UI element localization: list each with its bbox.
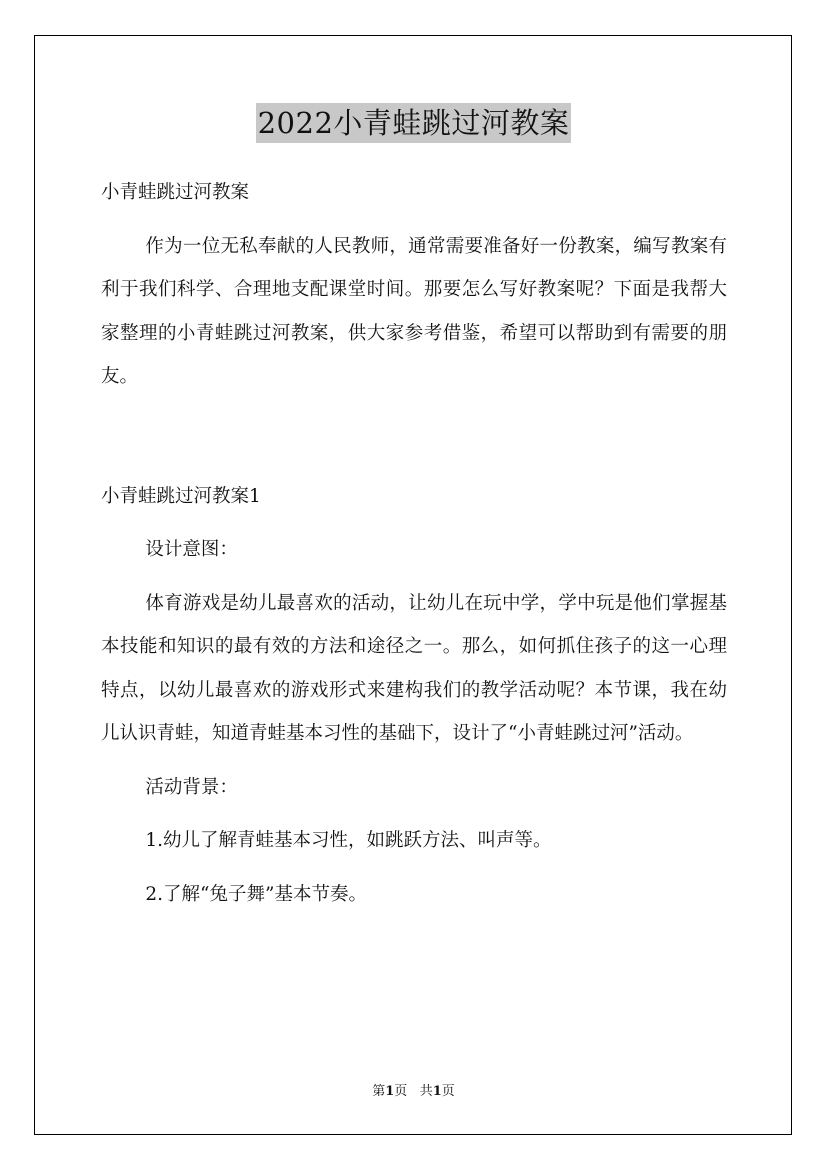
document-body — [101, 171, 727, 926]
intro-paragraph: 作为一位无私奉献的人民教师，通常需要准备好一份教案，编写教案有利于我们科学、合理地支配课堂时间。那要怎么写好教案呢？下面是我帮大家整理的小青蛙跳过河教案，供大家参考借鉴，希望可以帮助到有需要的朋友。 — [101, 235, 727, 387]
section-heading: 小青蛙跳过河教案1 — [101, 485, 261, 507]
background-item-2: 2.了解“兔子舞”基本节奏。 — [145, 883, 367, 905]
footer-page-prefix: 第 — [372, 1084, 386, 1099]
design-label: 设计意图： — [145, 539, 238, 560]
background-item-1: 1.幼儿了解青蛙基本习性，如跳跃方法、叫声等。 — [145, 830, 552, 851]
design-paragraph: 体育游戏是幼儿最喜欢的活动，让幼儿在玩中学，学中玩是他们掌握基本技能和知识的最有效的方法和途径之一。那么，如何抓住孩子的这一心理特点，以幼儿最喜欢的游戏形式来建构我们的教学活动呢？本节课，我在幼儿认识青蛙，知道青蛙基本习性的基础下，设计了“小青蛙跳过河”活动。 — [101, 592, 727, 744]
footer-page-suffix: 页 — [441, 1084, 455, 1099]
title-container — [0, 103, 827, 143]
footer-page-total: 1 — [432, 1084, 442, 1099]
footer-page-current: 1 — [385, 1084, 395, 1099]
section-spacer — [101, 409, 727, 475]
background-label: 活动背景： — [145, 776, 238, 798]
page-footer — [0, 1083, 827, 1101]
footer-page-mid: 页 共 — [394, 1084, 433, 1099]
intro-heading: 小青蛙跳过河教案 — [101, 182, 250, 203]
document-title: 2022小青蛙跳过河教案 — [256, 103, 572, 143]
